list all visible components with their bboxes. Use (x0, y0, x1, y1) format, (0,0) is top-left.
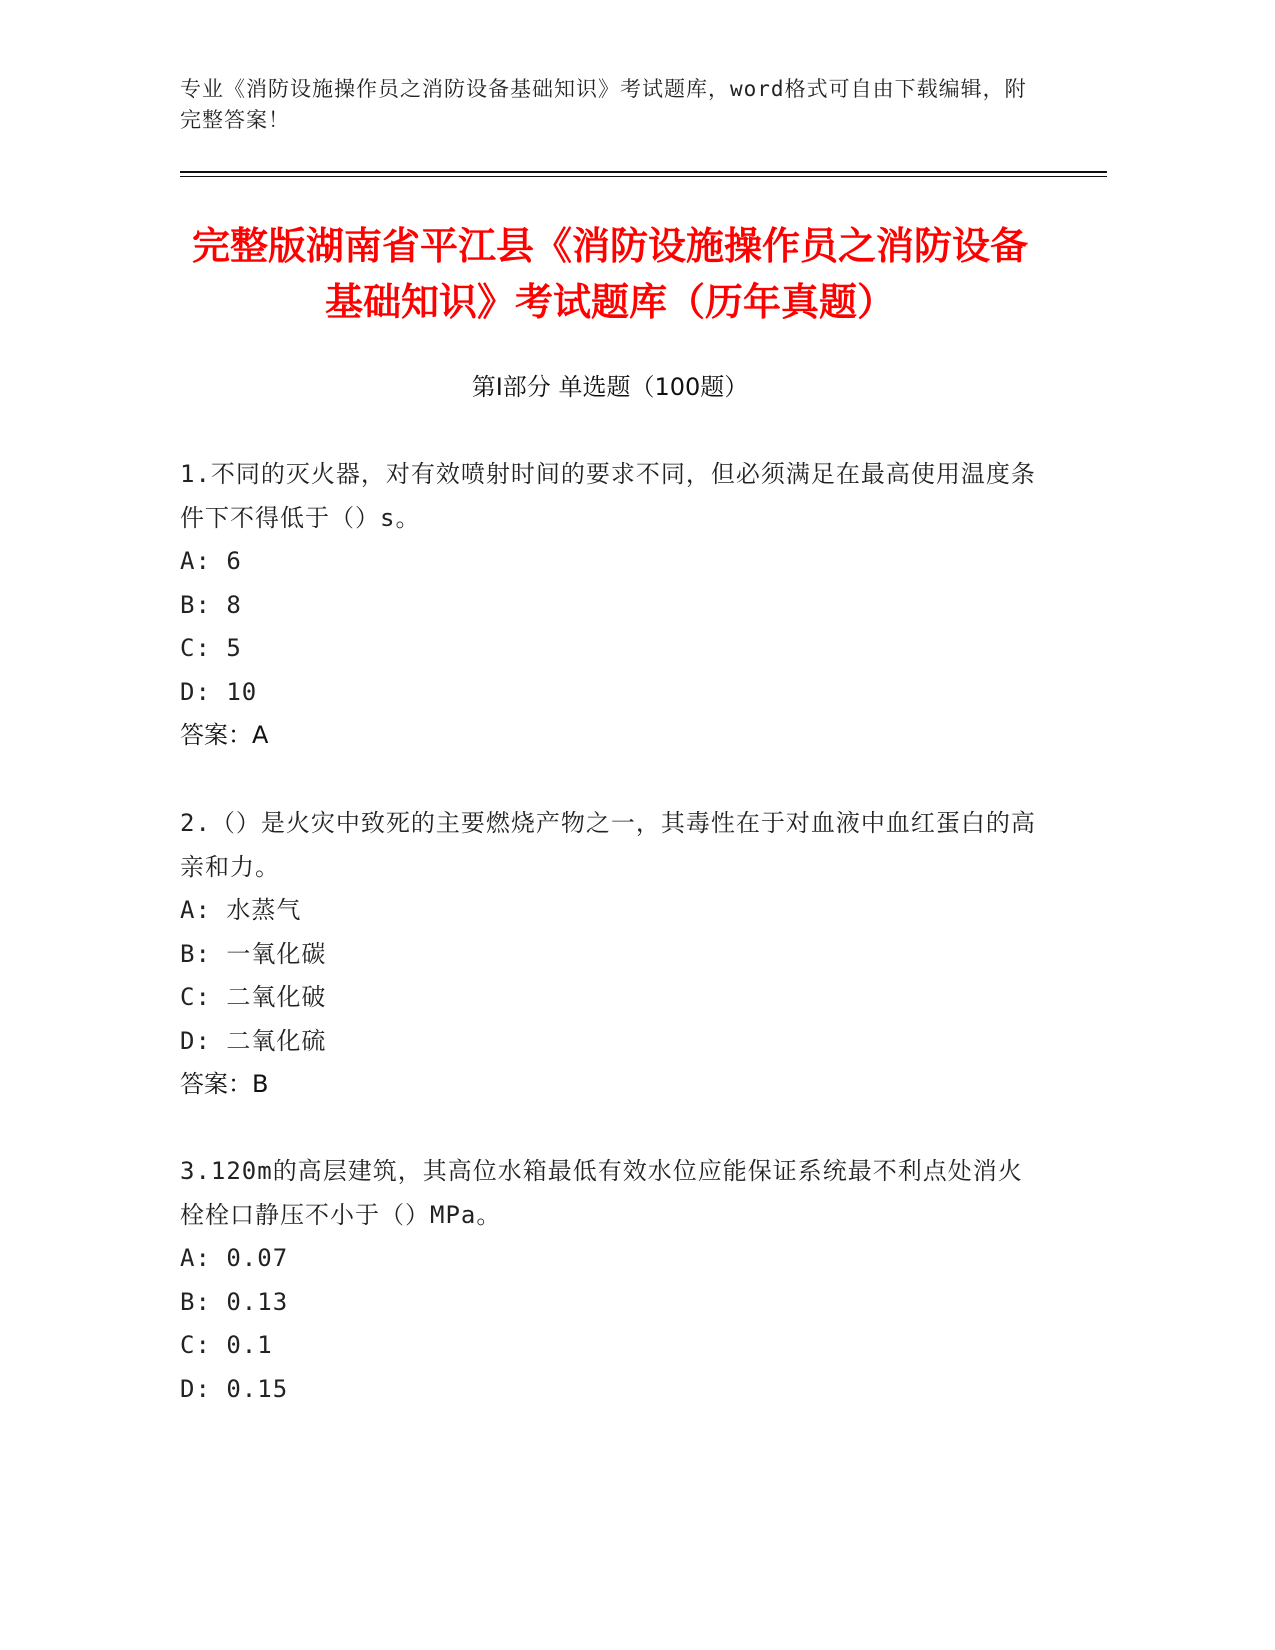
question-2 (180, 801, 1040, 1107)
document-title: 完整版湖南省平江县《消防设施操作员之消防设备基础知识》考试题库（历年真题） (191, 224, 1028, 324)
question-stem: 3.120m的高层建筑，其高位水箱最低有效水位应能保证系统最不利点处消火栓栓口静压不小于（）MPa。 (180, 1157, 1023, 1229)
option-b: B: 8 (180, 590, 242, 619)
answer: 答案：A (180, 721, 269, 749)
option-a: A: 水蒸气 (180, 896, 302, 924)
option-d: D: 10 (180, 677, 258, 706)
option-c: C: 0.1 (180, 1331, 273, 1359)
option-c: C: 二氧化破 (180, 983, 327, 1011)
answer: 答案：B (180, 1070, 269, 1098)
option-a: A: 6 (180, 547, 242, 575)
header-note: 专业《消防设施操作员之消防设备基础知识》考试题库，word格式可自由下载编辑，附完整答案！ (180, 77, 1027, 132)
option-c: C: 5 (180, 634, 242, 662)
option-d: D: 0.15 (180, 1374, 289, 1403)
question-3 (180, 1149, 1040, 1411)
question-stem: 1.不同的灭火器，对有效喷射时间的要求不同，但必须满足在最高使用温度条件下不得低于（）s。 (180, 460, 1036, 532)
question-1 (180, 452, 1040, 758)
option-a: A: 0.07 (180, 1244, 289, 1272)
option-b: B: 0.13 (180, 1287, 289, 1316)
option-d: D: 二氧化硫 (180, 1026, 327, 1055)
option-b: B: 一氧化碳 (180, 939, 327, 968)
question-stem: 2.（）是火灾中致死的主要燃烧产物之一，其毒性在于对血液中血红蛋白的高亲和力。 (180, 809, 1036, 881)
section-heading: 第Ⅰ部分 单选题（100题） (471, 373, 749, 401)
header-rule-thin (180, 176, 1107, 177)
header-rule-thick (180, 171, 1107, 173)
